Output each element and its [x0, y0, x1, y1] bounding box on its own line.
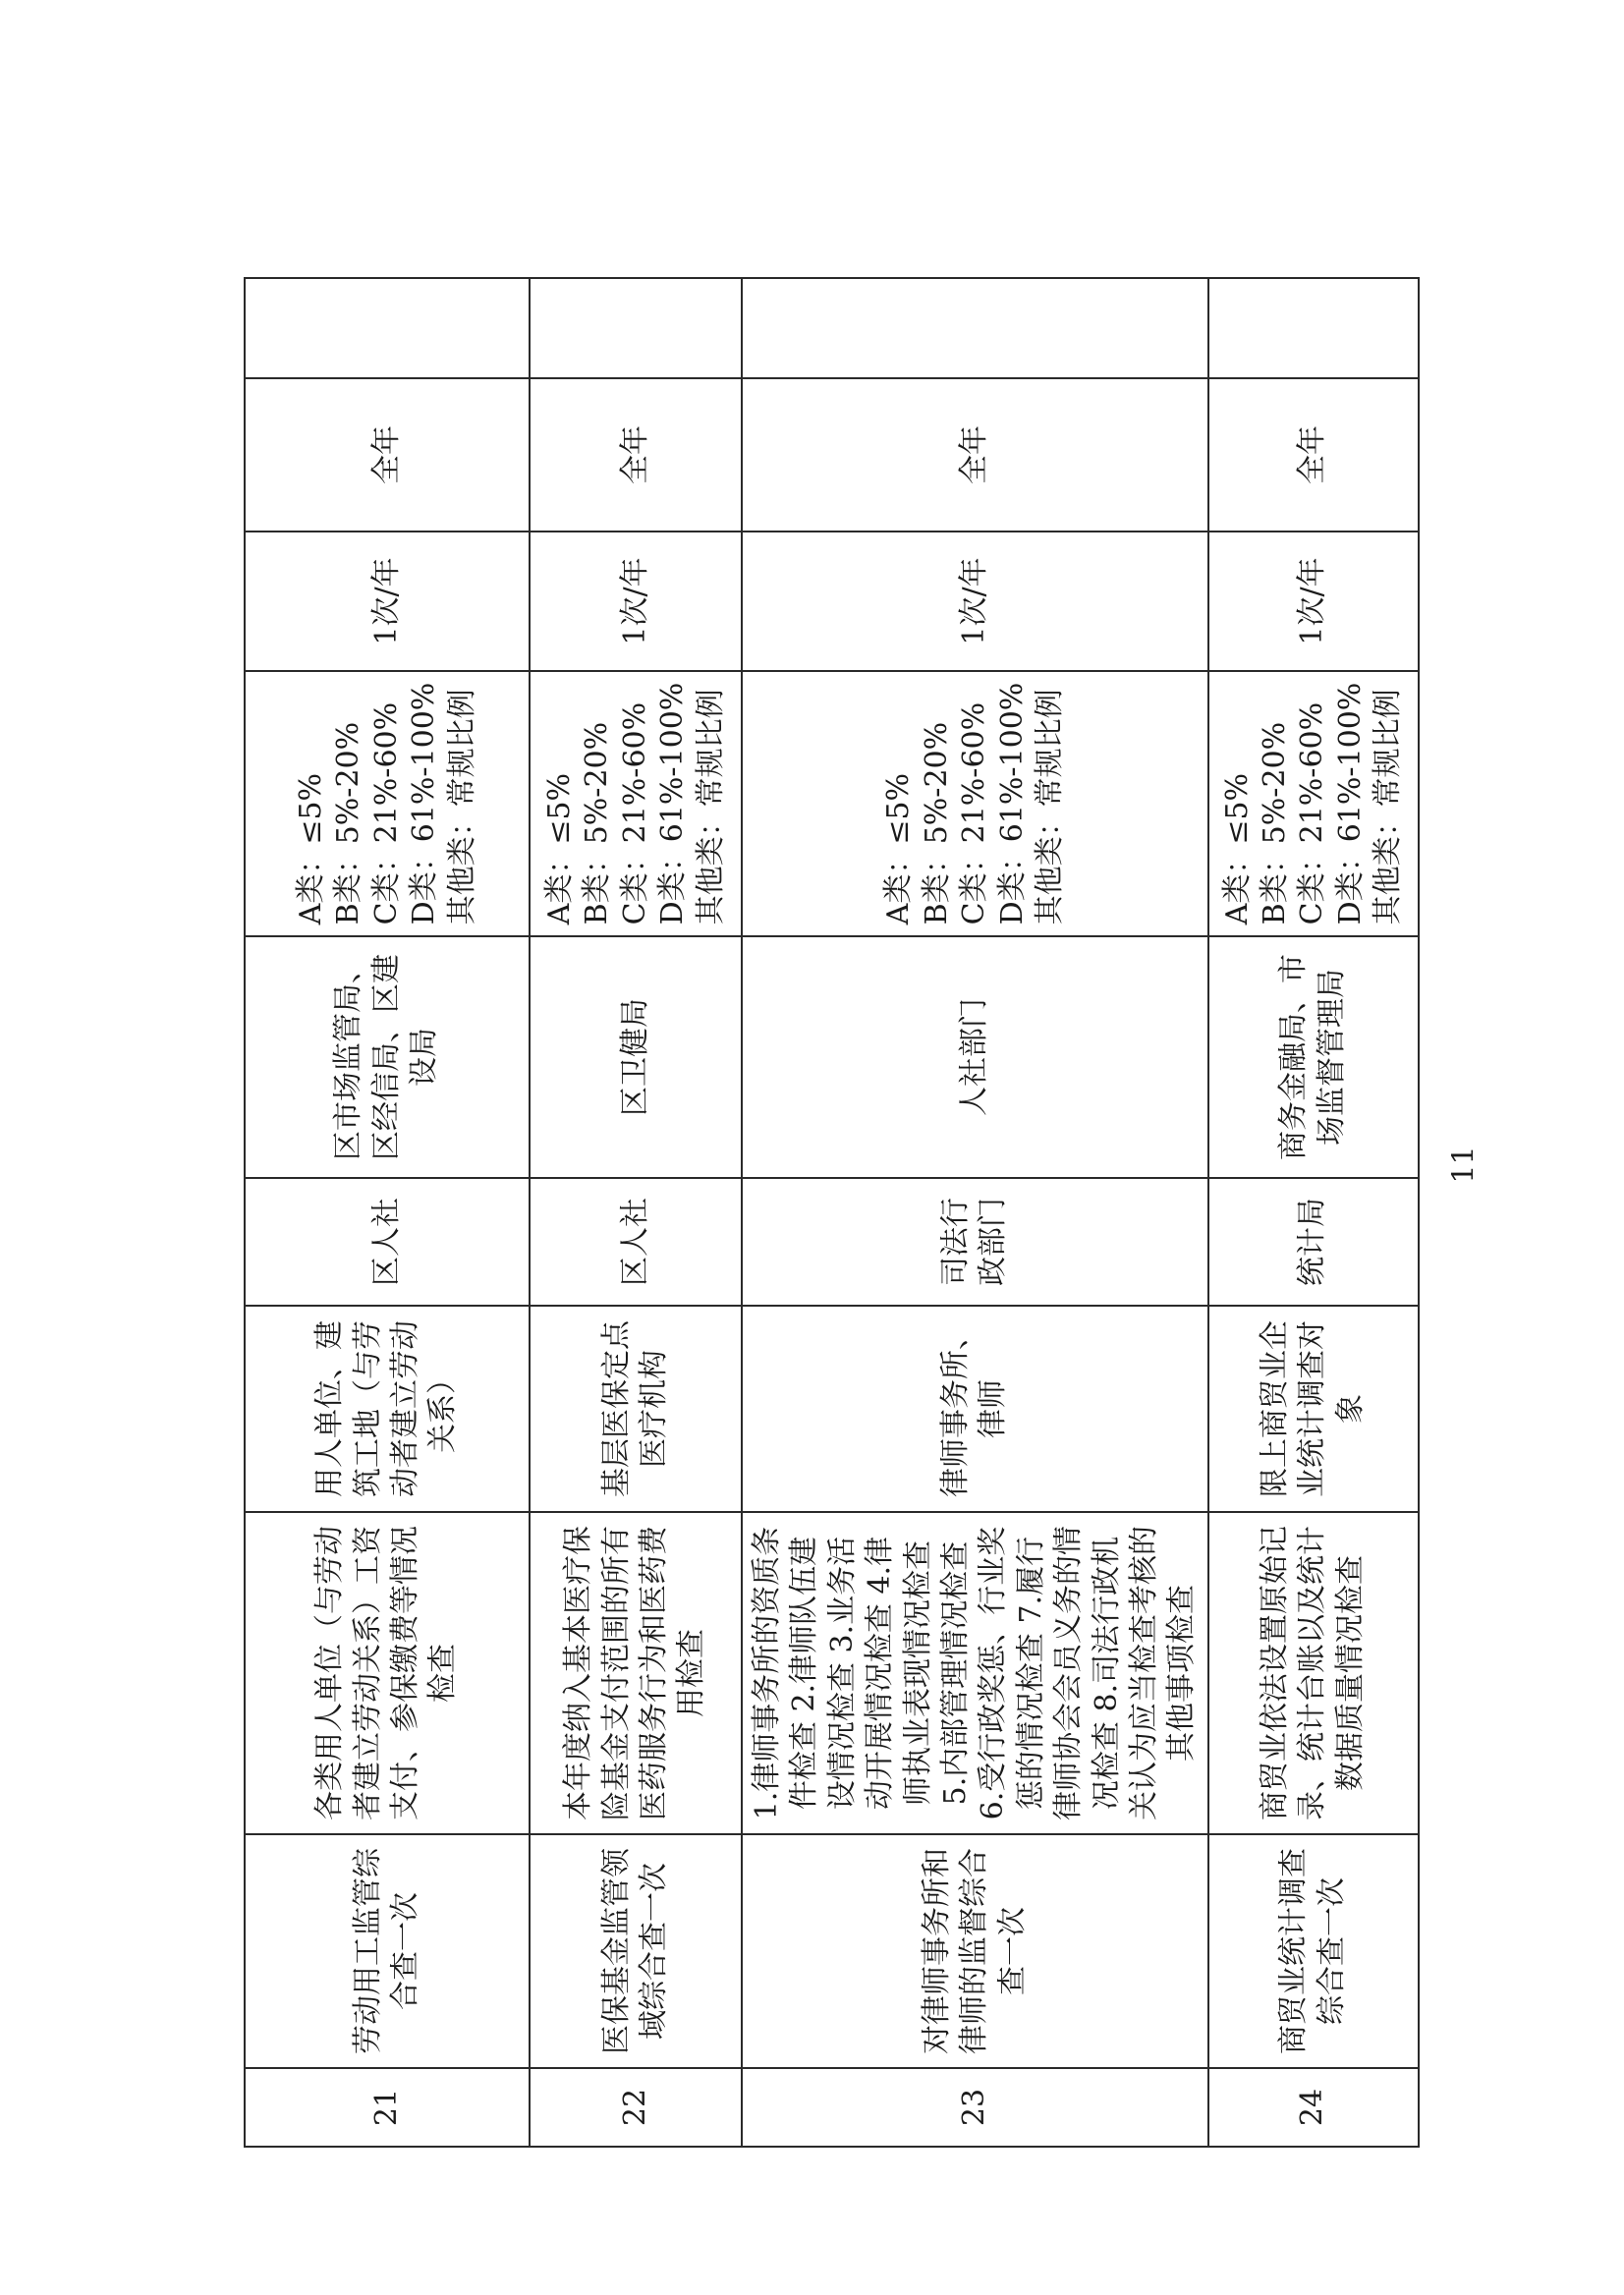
sampling-ratio — [245, 671, 530, 936]
cooperating-department: 人社部门 — [742, 936, 1208, 1178]
item-content: 商贸业依法设置原始记录、统计台账以及统计数据质量情况检查 — [1208, 1512, 1419, 1834]
inspection-object: 用人单位、建筑工地（与劳动者建立劳动关系） — [245, 1306, 530, 1512]
ratio-b: B类：5%-20% — [919, 721, 954, 925]
ratio-c: C类：21%-60% — [957, 701, 992, 925]
ratio-c: C类：21%-60% — [1295, 701, 1330, 925]
note — [245, 278, 530, 378]
ratio-b: B类：5%-20% — [1258, 721, 1293, 925]
row-number: 21 — [245, 2068, 530, 2147]
item-name: 医保基金监管领域综合查一次 — [530, 1834, 742, 2068]
inspection-object: 限上商贸业企业统计调查对象 — [1208, 1306, 1419, 1512]
ratio-d: D类：61%-100% — [994, 682, 1030, 925]
ratio-d: D类：61%-100% — [655, 682, 691, 925]
sampling-ratio — [742, 671, 1208, 936]
note — [1208, 278, 1419, 378]
cooperating-department: 区卫健局 — [530, 936, 742, 1178]
item-content: 1.律师事务所的资质条件检查 2.律师队伍建设情况检查 3.业务活动开展情况检查 4.律师执业表现情况检查 5.内部管理情况检查 6.受行政奖惩、行业奖惩的情况检查 7.履行律师协会会员义务的情况检查 8.司法行政机关认为应当检查考核的其他事项检查 — [742, 1512, 1208, 1834]
ratio-a: A类：≤5% — [542, 772, 578, 925]
sampling-ratio — [1208, 671, 1419, 936]
item-name: 劳动用工监管综合查一次 — [245, 1834, 530, 2068]
inspection-object: 律师事务所、律师 — [742, 1306, 1208, 1512]
row-number: 24 — [1208, 2068, 1419, 2147]
frequency: 1次/年 — [245, 532, 530, 671]
ratio-d: D类：61%-100% — [1332, 682, 1368, 925]
frequency: 1次/年 — [742, 532, 1208, 671]
row-number: 22 — [530, 2068, 742, 2147]
note — [530, 278, 742, 378]
time: 全年 — [742, 378, 1208, 532]
table-row — [530, 278, 742, 2147]
lead-department: 区人社 — [245, 1178, 530, 1306]
ratio-a: A类：≤5% — [881, 772, 917, 925]
ratio-c: C类：21%-60% — [368, 701, 404, 925]
inspection-table — [244, 277, 1420, 2148]
note — [742, 278, 1208, 378]
item-content: 各类用人单位（与劳动者建立劳动关系）工资支付、参保缴费等情况检查 — [245, 1512, 530, 1834]
ratio-other: 其他类：常规比例 — [444, 689, 479, 925]
table-row — [1208, 278, 1419, 2147]
table-row — [742, 278, 1208, 2147]
lead-department: 区人社 — [530, 1178, 742, 1306]
lead-department: 统计局 — [1208, 1178, 1419, 1306]
ratio-a: A类：≤5% — [294, 772, 329, 925]
ratio-b: B类：5%-20% — [331, 721, 366, 925]
time: 全年 — [1208, 378, 1419, 532]
cooperating-department: 区市场监管局、区经信局、区建设局 — [245, 936, 530, 1178]
lead-department: 司法行政部门 — [742, 1178, 1208, 1306]
ratio-other: 其他类：常规比例 — [693, 689, 728, 925]
cooperating-department: 商务金融局、市场监督管理局 — [1208, 936, 1419, 1178]
frequency: 1次/年 — [530, 532, 742, 671]
ratio-d: D类：61%-100% — [407, 682, 442, 925]
ratio-a: A类：≤5% — [1219, 772, 1255, 925]
page-number: 11 — [1446, 1146, 1482, 1184]
item-name: 商贸业统计调查综合查一次 — [1208, 1834, 1419, 2068]
ratio-other: 其他类：常规比例 — [1371, 689, 1406, 925]
rotated-table-container — [244, 279, 1406, 2148]
item-name: 对律师事务所和律师的监督综合查一次 — [742, 1834, 1208, 2068]
frequency: 1次/年 — [1208, 532, 1419, 671]
ratio-b: B类：5%-20% — [580, 721, 615, 925]
inspection-object: 基层医保定点医疗机构 — [530, 1306, 742, 1512]
time: 全年 — [530, 378, 742, 532]
item-content: 本年度纳入基本医疗保险基金支付范围的所有医药服务行为和医药费用检查 — [530, 1512, 742, 1834]
ratio-c: C类：21%-60% — [617, 701, 652, 925]
sampling-ratio — [530, 671, 742, 936]
table-row — [245, 278, 530, 2147]
row-number: 23 — [742, 2068, 1208, 2147]
ratio-other: 其他类：常规比例 — [1032, 689, 1067, 925]
time: 全年 — [245, 378, 530, 532]
